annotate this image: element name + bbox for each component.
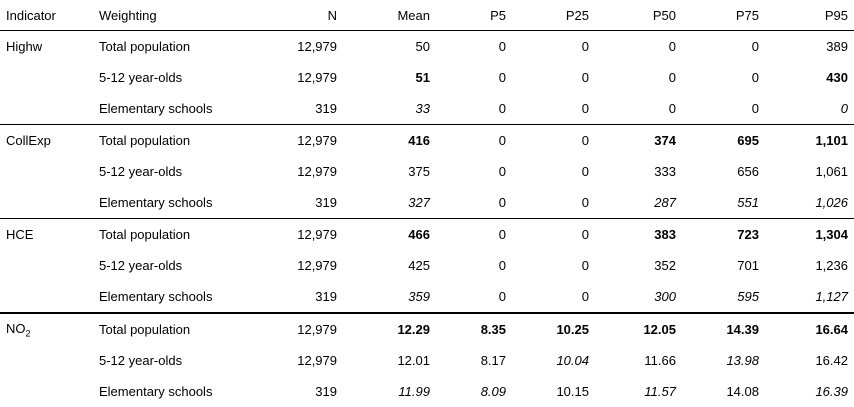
p25-cell: 0 bbox=[512, 62, 595, 93]
weighting-cell: Elementary schools bbox=[93, 187, 255, 219]
p5-cell: 0 bbox=[436, 156, 512, 187]
mean-cell: 12.01 bbox=[343, 345, 436, 376]
weighting-cell: 5-12 year-olds bbox=[93, 156, 255, 187]
weighting-cell: Elementary schools bbox=[93, 281, 255, 313]
indicator-label: Highw bbox=[6, 39, 42, 54]
p25-cell: 0 bbox=[512, 125, 595, 157]
p5-cell: 0 bbox=[436, 31, 512, 63]
mean-cell: 425 bbox=[343, 250, 436, 281]
n-cell: 12,979 bbox=[255, 250, 343, 281]
p50-cell: 11.57 bbox=[595, 376, 682, 407]
indicator-cell bbox=[0, 62, 93, 93]
mean-cell: 33 bbox=[343, 93, 436, 125]
indicator-cell bbox=[0, 313, 93, 345]
p95-cell: 1,127 bbox=[765, 281, 854, 313]
p50-cell: 12.05 bbox=[595, 313, 682, 345]
indicator-label: HCE bbox=[6, 227, 33, 242]
p95-cell: 0 bbox=[765, 93, 854, 125]
p95-cell: 1,236 bbox=[765, 250, 854, 281]
indicator-cell bbox=[0, 219, 93, 251]
table-row bbox=[0, 93, 854, 125]
p5-cell: 0 bbox=[436, 219, 512, 251]
p95-cell: 1,101 bbox=[765, 125, 854, 157]
table-row bbox=[0, 250, 854, 281]
table-body bbox=[0, 31, 854, 407]
header-row bbox=[0, 0, 854, 31]
n-cell: 12,979 bbox=[255, 313, 343, 345]
p50-cell: 0 bbox=[595, 31, 682, 63]
p5-cell: 0 bbox=[436, 187, 512, 219]
indicator-cell bbox=[0, 376, 93, 407]
p5-cell: 8.17 bbox=[436, 345, 512, 376]
n-cell: 319 bbox=[255, 281, 343, 313]
indicator-cell bbox=[0, 93, 93, 125]
p5-cell: 0 bbox=[436, 62, 512, 93]
weighting-cell: Elementary schools bbox=[93, 93, 255, 125]
n-cell: 12,979 bbox=[255, 156, 343, 187]
p75-cell: 14.08 bbox=[682, 376, 765, 407]
p25-cell: 0 bbox=[512, 31, 595, 63]
p50-cell: 11.66 bbox=[595, 345, 682, 376]
indicator-cell bbox=[0, 187, 93, 219]
mean-cell: 327 bbox=[343, 187, 436, 219]
weighting-cell: 5-12 year-olds bbox=[93, 62, 255, 93]
table-row bbox=[0, 376, 854, 407]
p50-cell: 333 bbox=[595, 156, 682, 187]
p50-cell: 0 bbox=[595, 93, 682, 125]
p95-cell: 16.39 bbox=[765, 376, 854, 407]
p75-cell: 0 bbox=[682, 93, 765, 125]
p5-cell: 0 bbox=[436, 250, 512, 281]
indicator-label: CollExp bbox=[6, 133, 51, 148]
mean-cell: 466 bbox=[343, 219, 436, 251]
n-cell: 12,979 bbox=[255, 31, 343, 63]
p95-cell: 389 bbox=[765, 31, 854, 63]
table-row bbox=[0, 31, 854, 63]
n-cell: 12,979 bbox=[255, 219, 343, 251]
mean-cell: 51 bbox=[343, 62, 436, 93]
mean-cell: 416 bbox=[343, 125, 436, 157]
p5-cell: 0 bbox=[436, 125, 512, 157]
weighting-cell: Total population bbox=[93, 219, 255, 251]
indicator-subscript: 2 bbox=[26, 328, 31, 338]
p25-cell: 0 bbox=[512, 250, 595, 281]
p50-cell: 287 bbox=[595, 187, 682, 219]
p75-cell: 13.98 bbox=[682, 345, 765, 376]
weighting-cell: Total population bbox=[93, 313, 255, 345]
p95-cell: 1,304 bbox=[765, 219, 854, 251]
p75-cell: 551 bbox=[682, 187, 765, 219]
table-row bbox=[0, 219, 854, 251]
p75-cell: 695 bbox=[682, 125, 765, 157]
weighting-cell: Total population bbox=[93, 31, 255, 63]
table-row bbox=[0, 156, 854, 187]
header-p50: P50 bbox=[595, 0, 682, 31]
n-cell: 12,979 bbox=[255, 62, 343, 93]
p50-cell: 0 bbox=[595, 62, 682, 93]
weighting-cell: Total population bbox=[93, 125, 255, 157]
n-cell: 319 bbox=[255, 376, 343, 407]
p25-cell: 0 bbox=[512, 281, 595, 313]
p5-cell: 0 bbox=[436, 281, 512, 313]
mean-cell: 11.99 bbox=[343, 376, 436, 407]
weighting-cell: 5-12 year-olds bbox=[93, 250, 255, 281]
p75-cell: 0 bbox=[682, 62, 765, 93]
p25-cell: 10.25 bbox=[512, 313, 595, 345]
p5-cell: 0 bbox=[436, 93, 512, 125]
p25-cell: 0 bbox=[512, 156, 595, 187]
table-row bbox=[0, 345, 854, 376]
mean-cell: 12.29 bbox=[343, 313, 436, 345]
table-row bbox=[0, 281, 854, 313]
p50-cell: 300 bbox=[595, 281, 682, 313]
weighting-cell: Elementary schools bbox=[93, 376, 255, 407]
p95-cell: 16.64 bbox=[765, 313, 854, 345]
p75-cell: 595 bbox=[682, 281, 765, 313]
indicator-cell bbox=[0, 250, 93, 281]
p75-cell: 656 bbox=[682, 156, 765, 187]
p25-cell: 0 bbox=[512, 93, 595, 125]
p50-cell: 374 bbox=[595, 125, 682, 157]
mean-cell: 375 bbox=[343, 156, 436, 187]
n-cell: 319 bbox=[255, 93, 343, 125]
table-row bbox=[0, 187, 854, 219]
p25-cell: 0 bbox=[512, 187, 595, 219]
p75-cell: 723 bbox=[682, 219, 765, 251]
mean-cell: 359 bbox=[343, 281, 436, 313]
indicator-label: NO bbox=[6, 321, 26, 336]
p95-cell: 1,061 bbox=[765, 156, 854, 187]
indicator-cell bbox=[0, 281, 93, 313]
n-cell: 12,979 bbox=[255, 125, 343, 157]
indicator-cell bbox=[0, 31, 93, 63]
n-cell: 319 bbox=[255, 187, 343, 219]
header-n: N bbox=[255, 0, 343, 31]
header-p25: P25 bbox=[512, 0, 595, 31]
p95-cell: 16.42 bbox=[765, 345, 854, 376]
p75-cell: 701 bbox=[682, 250, 765, 281]
p25-cell: 10.04 bbox=[512, 345, 595, 376]
p75-cell: 0 bbox=[682, 31, 765, 63]
p50-cell: 352 bbox=[595, 250, 682, 281]
p50-cell: 383 bbox=[595, 219, 682, 251]
table-row bbox=[0, 313, 854, 345]
indicator-cell bbox=[0, 156, 93, 187]
p25-cell: 10.15 bbox=[512, 376, 595, 407]
p75-cell: 14.39 bbox=[682, 313, 765, 345]
mean-cell: 50 bbox=[343, 31, 436, 63]
header-p75: P75 bbox=[682, 0, 765, 31]
table-row bbox=[0, 125, 854, 157]
p25-cell: 0 bbox=[512, 219, 595, 251]
p95-cell: 1,026 bbox=[765, 187, 854, 219]
header-weighting: Weighting bbox=[93, 0, 255, 31]
table-row bbox=[0, 62, 854, 93]
p5-cell: 8.35 bbox=[436, 313, 512, 345]
p5-cell: 8.09 bbox=[436, 376, 512, 407]
indicator-cell bbox=[0, 125, 93, 157]
weighting-cell: 5-12 year-olds bbox=[93, 345, 255, 376]
header-mean: Mean bbox=[343, 0, 436, 31]
indicator-cell bbox=[0, 345, 93, 376]
n-cell: 12,979 bbox=[255, 345, 343, 376]
header-indicator: Indicator bbox=[0, 0, 93, 31]
header-p5: P5 bbox=[436, 0, 512, 31]
header-p95: P95 bbox=[765, 0, 854, 31]
p95-cell: 430 bbox=[765, 62, 854, 93]
